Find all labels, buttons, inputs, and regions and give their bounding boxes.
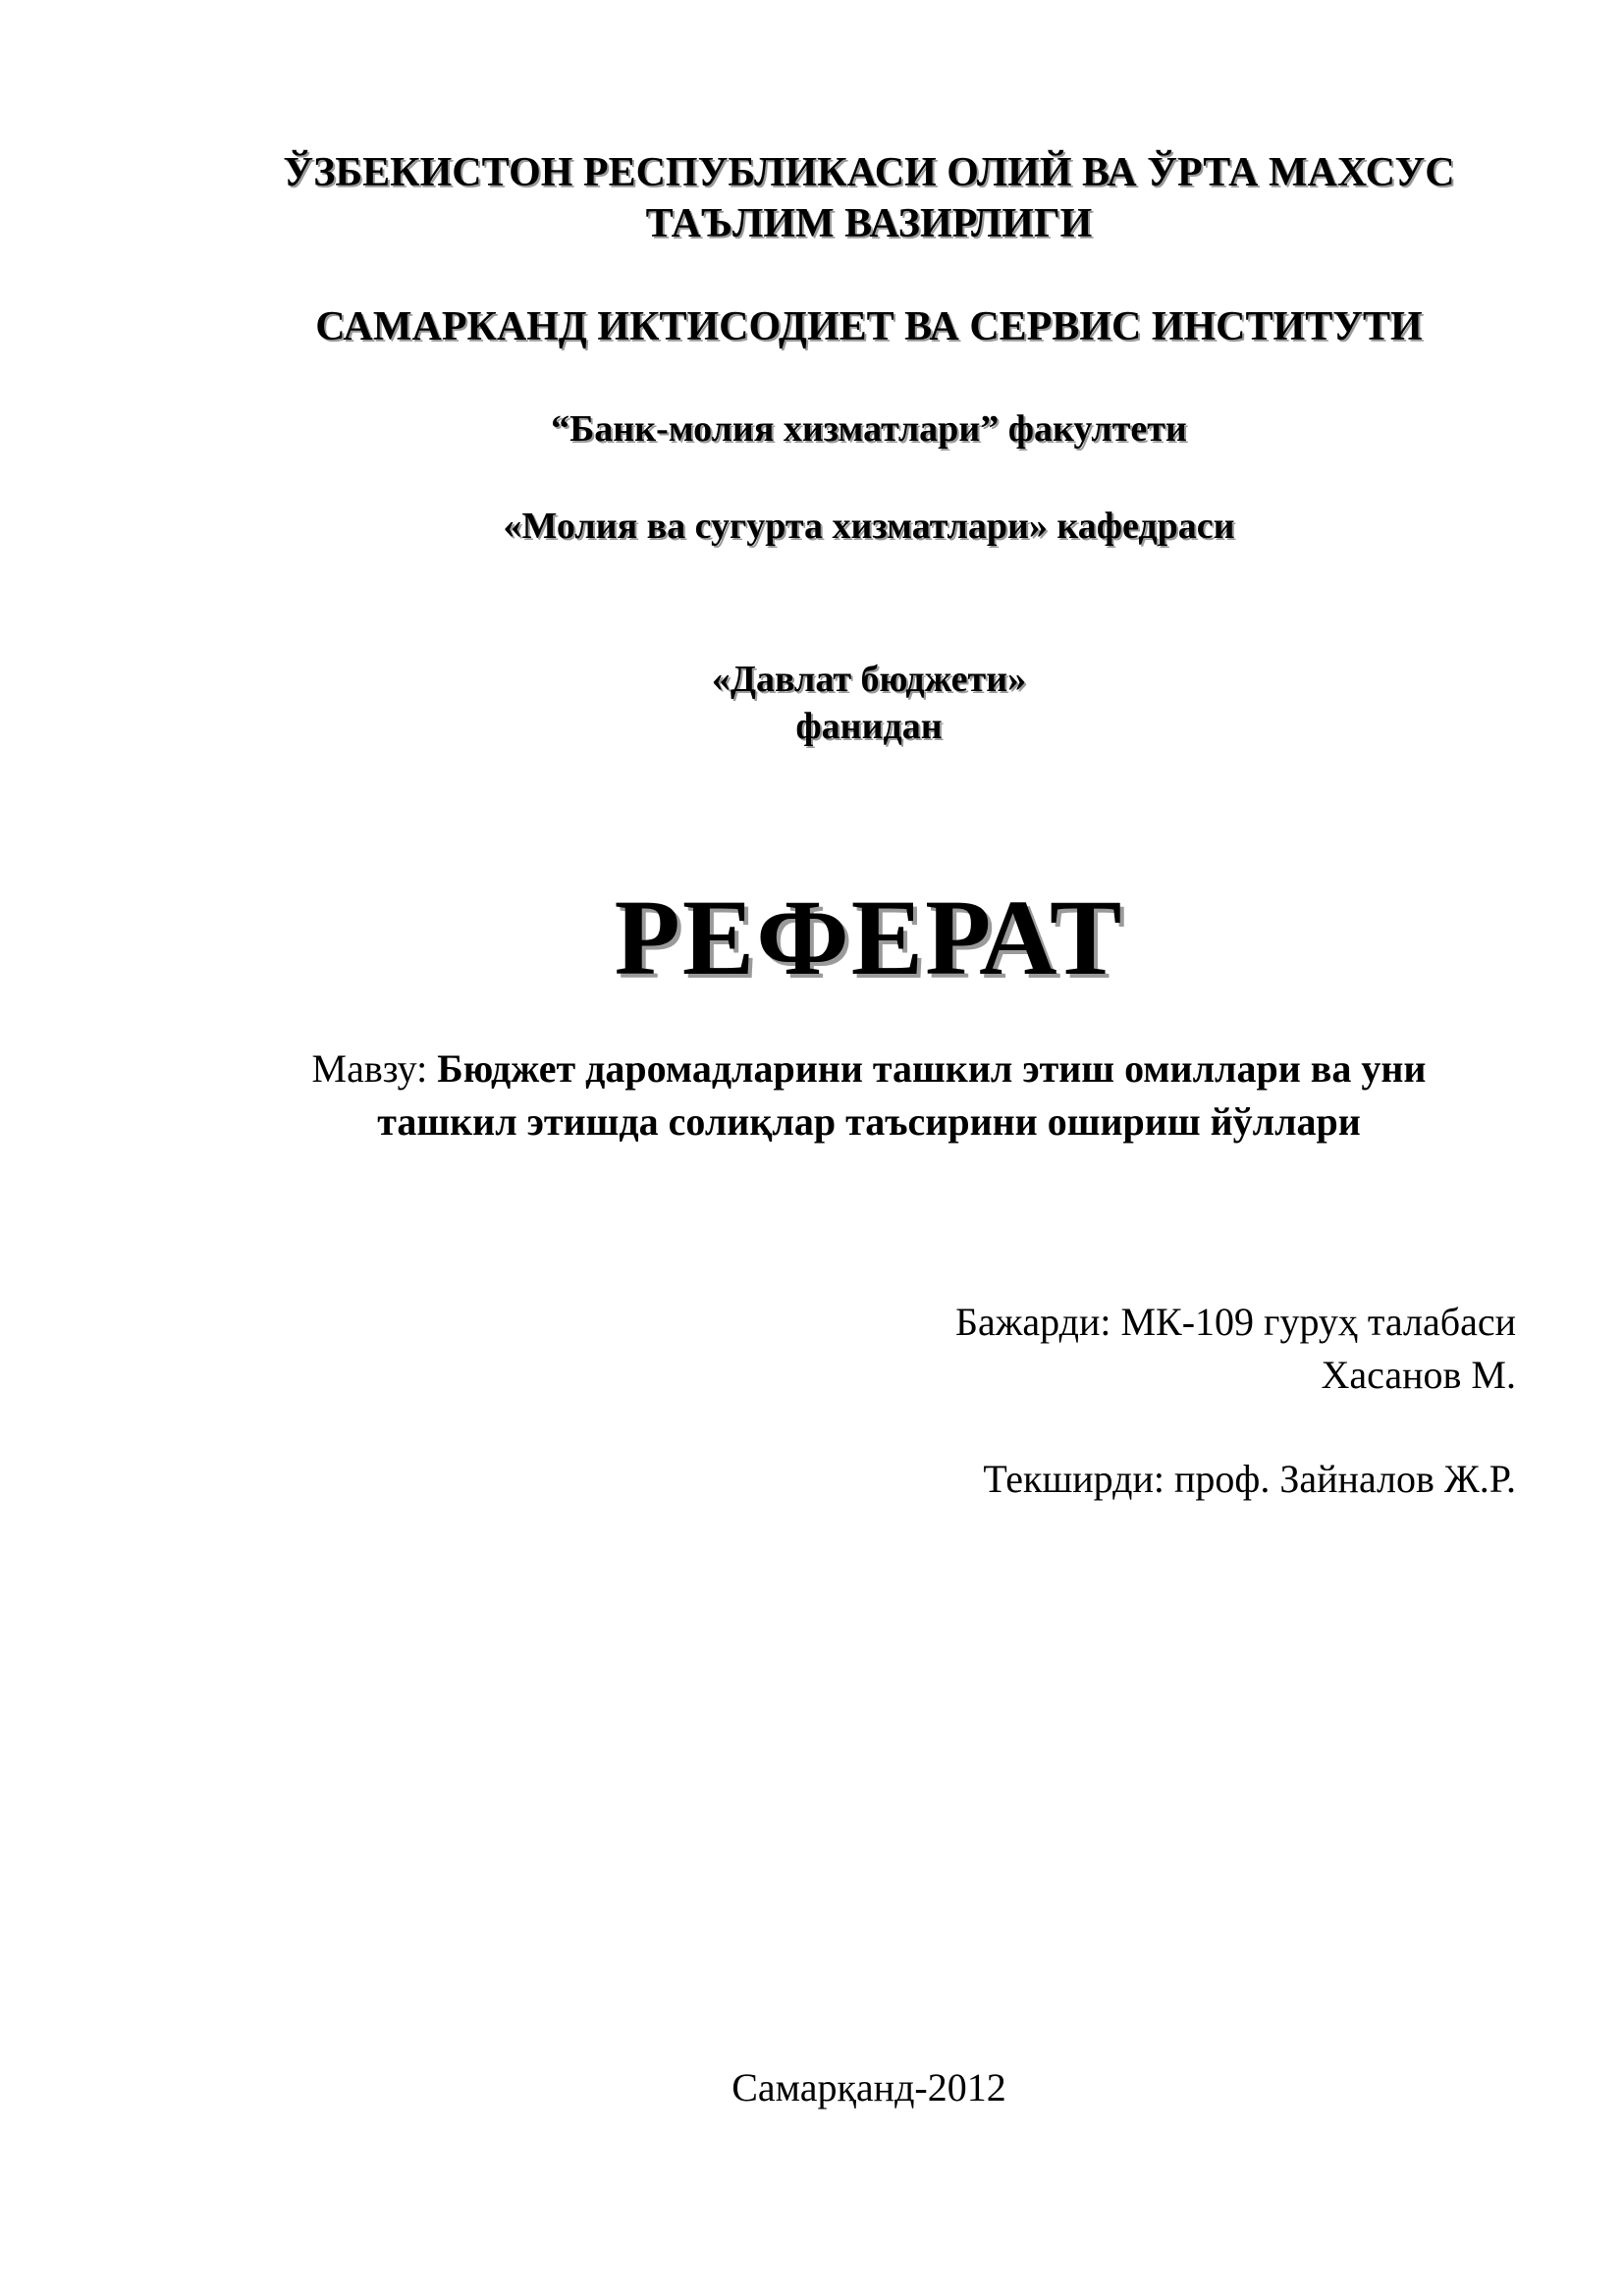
subject-name: «Давлат бюджети» [711,659,1027,700]
footer-city-year: Самарқанд-2012 [731,2065,1006,2109]
topic-block [226,1042,1512,1148]
ministry-line-1: ЎЗБЕКИСТОН РЕСПУБЛИКАСИ ОЛИЙ ВА ЎРТА МАХСУС [283,150,1455,195]
ministry-heading [226,147,1512,249]
topic-label: Мавзу: [311,1046,438,1091]
topic-title-line-2: ташкил этишда солиқлар таъсирини ошириш йўллари [377,1099,1361,1144]
topic-title-line-1: Бюджет даромадларини ташкил этиш омиллари ва уни [437,1046,1427,1091]
institute-heading: САМАРКАНД ИКТИСОДИЕТ ВА СЕРВИС ИНСТИТУТИ [315,304,1423,349]
faculty-heading: “Банк-молия хизматлари” факултети [551,408,1187,450]
checked-by-line: Текширди: проф. Зайналов Ж.Р. [983,1457,1516,1501]
topic-line-1 [226,1042,1512,1095]
subject-suffix: фанидан [795,706,943,747]
performed-by-block [955,1296,1516,1402]
performed-by-line-2: Хасанов М. [1321,1353,1516,1397]
subject-heading [226,656,1512,750]
document-type-title: РЕФЕРАТ [614,878,1124,997]
ministry-line-2: ТАЪЛИМ ВАЗИРЛИГИ [645,201,1093,246]
performed-by-line-1: Бажарди: МК-109 гуруҳ талабаси [955,1300,1516,1344]
department-heading: «Молия ва сугурта хизматлари» кафедраси [503,506,1235,547]
